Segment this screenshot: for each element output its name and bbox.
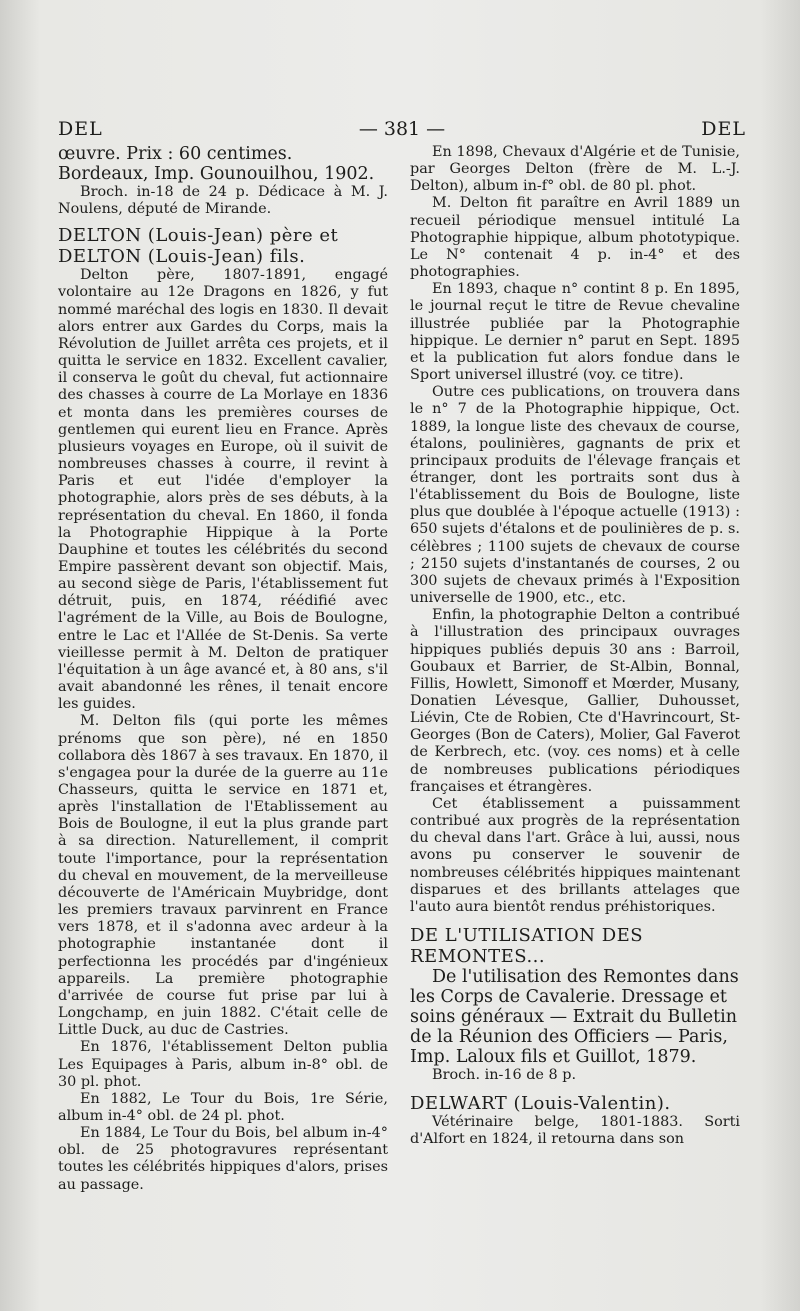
entry-broch-remontes: Broch. in-16 de 8 p. xyxy=(432,1067,577,1084)
paragraph-enfin: Enfin, la photographie Delton a contribué à l'illustration des principaux ouvrages hippiques publiés depuis 30 ans : Barroil, Goubaux et Barrier, de St-Albin, Bonnal, Fillis, Howlett, Simonoff et Mœrder, Musany, Donatien Lévesque, Gallier, Duhousset, Liévin, Cte de Robien, Cte d'Havrincourt, St-Georges (Bon de Caters), Molier, Gal Faverot de Kerbrech, etc. (voy. ces noms) et à celle de nombreuses publications périodiques françaises et étrangères. xyxy=(410,607,740,795)
paragraph-1884: En 1884, Le Tour du Bois, bel album in-4° obl. de 25 photogravures représentant toutes les célébrités hippiques d'alors, prises au passage. xyxy=(58,1125,388,1193)
paragraph-delton-pere: Delton père, 1807-1891, engagé volontaire au 12e Dragons en 1826, y fut nommé maréchal des logis en 1830. Il devait alors entrer aux Gardes du Corps, mais la Révolution de Juillet arrêta ces projets, et il quitta le service en 1832. Excellent cavalier, il conserva le goût du cheval, fut actionnaire des chasses à courre de La Morlaye en 1836 et monta dans les premières courses de gentlemen qui eurent lieu en France. Après plusieurs voyages en Europe, où il suivit de nombreuses chasses à courre, il revint à Paris et eut l'idée d'employer la photographie, alors près de ses débuts, à la représentation du cheval. En 1860, il fonda la Photographie Hippique à la Porte Dauphine et toutes les célébrités du second Empire passèrent devant son objectif. Mais, au second siège de Paris, l'établissement fut détruit, puis, en 1874, réédifié avec l'agrément de la Ville, au Bois de Boulogne, entre le Lac et l'Allée de St-Denis. Sa verte vieillesse permit à M. Delton de pratiquer l'équitation à un âge avancé et, à 80 ans, s'il avait abandonné les rênes, il tenait encore les guides. xyxy=(58,267,388,713)
paragraph-1889: M. Delton fit paraître en Avril 1889 un recueil périodique mensuel intitulé La Photographie hippique, album phototypique. Le N° contenait 4 p. in-4° et des photographies. xyxy=(410,195,740,281)
page-number: — 381 — xyxy=(358,118,446,140)
entry-title-remontes: De l'utilisation des Remontes dans les Corps de Cavalerie. Dressage et soins généraux — Extrait du Bulletin de la Réunion des Officiers — Paris, Imp. Laloux fils et Guillot, 1879. xyxy=(410,967,739,1068)
paragraph-1898: En 1898, Chevaux d'Algérie et de Tunisie, par Georges Delton (frère de M. L.-J. Delton), album in-f° obl. de 80 pl. phot. xyxy=(410,144,740,195)
paragraph-outre: Outre ces publications, on trouvera dans le n° 7 de la Photographie hippique, Oct. 1889, la longue liste des chevaux de course, étalons, poulinières, gagnants de prix et principaux produits de l'élevage français et étranger, dont les portraits sont dus à l'établissement du Bois de Boulogne, liste plus que doublée à l'époque actuelle (1913) : 650 sujets d'étalons et de poulinières de p. s. célèbres ; 1100 sujets de chevaux de course ; 2150 sujets d'instantanés de courses, 2 ou 300 sujets de chevaux primés à l'Exposition universelle de 1900, etc., etc. xyxy=(410,384,740,607)
paragraph-delwart: Vétérinaire belge, 1801-1883. Sorti d'Alfort en 1824, il retourna dans son xyxy=(410,1114,740,1148)
paragraph-1893: En 1893, chaque n° contint 8 p. En 1895, le journal reçut le titre de Revue chevaline illustrée publiée par la Photographie hippique. Le dernier n° parut en Sept. 1895 et la publication fut alors fondue dans le Sport universel illustré (voy. ce titre). xyxy=(410,281,740,384)
left-column xyxy=(58,144,388,1194)
paragraph-1882: En 1882, Le Tour du Bois, 1re Série, album in-4° obl. de 24 pl. phot. xyxy=(58,1090,388,1124)
header-left-word: DEL xyxy=(58,118,103,140)
entry-text-price: œuvre. Prix : 60 centimes. Bordeaux, Imp. Gounouilhou, 1902. xyxy=(58,144,375,184)
entry-text-broch: Broch. in-18 de 24 p. Dédicace à M. J. Noulens, député de Mirande. xyxy=(58,184,388,218)
right-column xyxy=(410,144,740,1149)
paragraph-1876: En 1876, l'établissement Delton publia Les Equipages à Paris, album in-8° obl. de 30 pl. phot. xyxy=(58,1039,388,1090)
entry-heading-delwart: DELWART (Louis-Valentin). xyxy=(410,1093,671,1115)
entry-heading-delton: DELTON (Louis-Jean) père et DELTON (Louis-Jean) fils. xyxy=(58,225,339,268)
paragraph-cet-etablissement: Cet établissement a puissamment contribué aux progrès de la représentation du cheval dans l'art. Grâce à lui, aussi, nous avons pu conserver le souvenir de nombreuses célébrités hippiques maintenant disparues et des brillants attelages que l'auto aura bientôt rendus préhistoriques. xyxy=(410,795,740,915)
entry-heading-remontes: DE L'UTILISATION DES REMONTES... xyxy=(410,925,644,968)
header-right-word: DEL xyxy=(701,118,746,140)
paragraph-delton-fils: M. Delton fils (qui porte les mêmes prénoms que son père), né en 1850 collabora dès 1867 à ses travaux. En 1870, il s'engagea pour la durée de la guerre au 11e Chasseurs, quitta le service en 1871 et, après l'installation de l'Etablissement au Bois de Boulogne, il eut la plus grande part à sa direction. Naturellement, il comprit toute l'importance, pour la représentation du cheval en mouvement, de la merveilleuse découverte de l'Américain Muybridge, dont les premiers travaux parvinrent en France vers 1878, et il s'adonna avec ardeur à la photographie instantanée dont il perfectionna les procédés par d'ingénieux appareils. La première photographie d'arrivée de course fut prise par lui à Longchamp, en juin 1882. C'était celle de Little Duck, au duc de Castries. xyxy=(58,713,388,1039)
